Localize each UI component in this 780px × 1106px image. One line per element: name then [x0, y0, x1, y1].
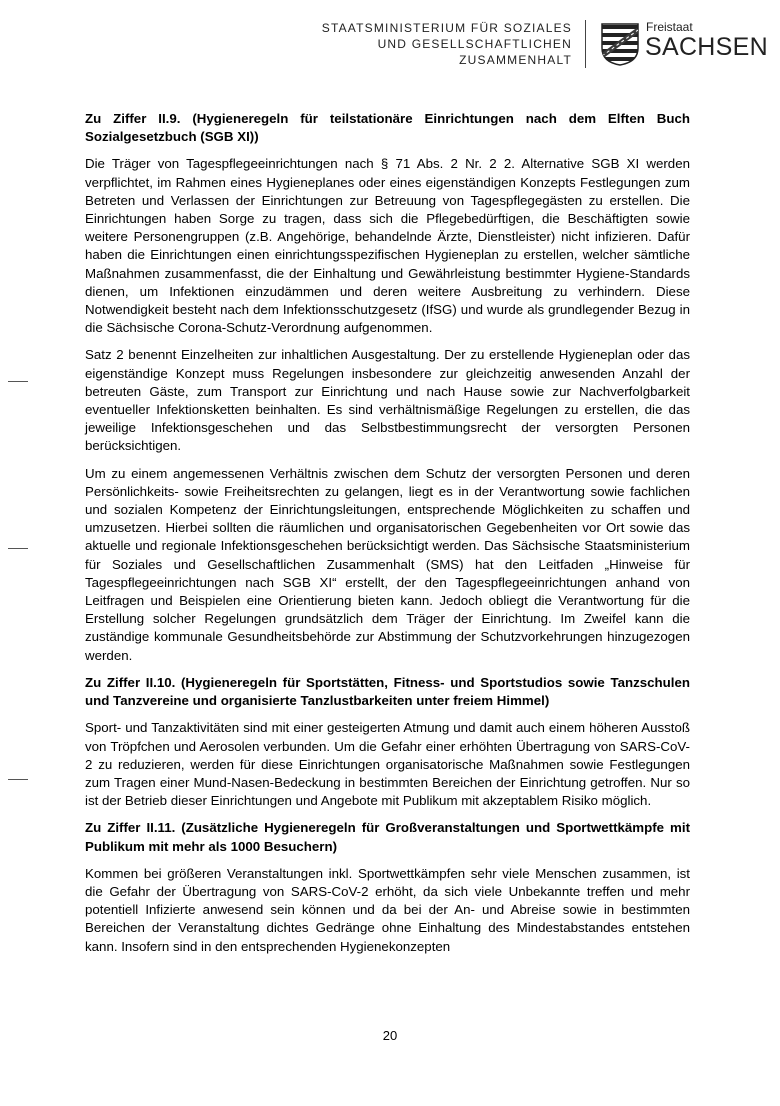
- header-divider: [585, 20, 586, 68]
- paragraph: Satz 2 benennt Einzelheiten zur inhaltlichen Ausgestaltung. Der zu erstellende Hygieneplan oder das eigenständige Konzept muss Regelungen insbesondere zur gleichzeitig anwesenden Anzahl der betreuten Gäste, zum Transport zur Einrichtung und nach Hause sowie zur Nachverfolgbarkeit eventueller Infektionsketten beinhalten. Es sind verhältnismäßige Regelungen zu erstellen, die das jeweilige Infektionsgeschehen und das Selbstbestimmungsrecht der versorgten Personen berücksichtigen.: [85, 347, 690, 454]
- section-heading: Zu Ziffer II.9. (Hygieneregeln für teilstationäre Einrichtungen nach dem Elften Buch Sozialgesetzbuch (SGB XI)): [85, 111, 690, 145]
- freistaat-label: Freistaat: [646, 20, 693, 34]
- margin-mark: [8, 381, 28, 382]
- paragraph: Um zu einem angemessenen Verhältnis zwischen dem Schutz der versorgten Personen und deren Persönlichkeits- sowie Freiheitsrechten zu gelangen, liegt es in der Verantwortung sowie fachlichen und sozialen Kompetenz der Einrichtungsleitungen, entsprechende Möglichkeiten zu schaffen und umzusetzen. Hierbei sollten die räumlichen und organisatorischen Gegebenheiten vor Ort sowie das aktuelle und regionale Infektionsgeschehen berücksichtigt werden. Das Sächsische Staatsministerium für Soziales und Gesellschaftlichen Zusammenhalt (SMS) hat den Leitfaden „Hinweise für Tagespflegeeinrichtungen nach SGB XI“ erstellt, der den Tagespflegeeinrichtungen anhand von Leitfragen und Beispielen eine Orientierung bieten kann. Jedoch obliegt die Verantwortung für die Erstellung solcher Regelungen grundsätzlich dem Träger der Einrichtung. Im Zweifel kann die zuständige kommunale Gesundheitsbehörde zur Abstimmung der Schutzvorkehrungen hinzugezogen werden.: [85, 465, 690, 663]
- document-body: [85, 110, 690, 965]
- margin-mark: [8, 779, 28, 780]
- ministry-line: ZUSAMMENHALT: [459, 53, 572, 67]
- paragraph: Sport- und Tanzaktivitäten sind mit einer gesteigerten Atmung und damit auch einem höheren Ausstoß von Tröpfchen und Aerosolen verbunden. Um die Gefahr einer erhöhten Übertragung von SARS-CoV-2 zu reduzieren, werden für diese Einrichtungen organisatorische Maßnahmen sowie Festlegungen zum Tragen einer Mund-Nasen-Bedeckung in bestimmten Bereichen der Einrichtung getroffen. Nur so ist der Betrieb dieser Einrichtungen und Angebote mit Publikum mit akzeptablem Risiko möglich.: [85, 720, 690, 809]
- margin-mark: [8, 548, 28, 549]
- paragraph: Kommen bei größeren Veranstaltungen inkl. Sportwettkämpfen sehr viele Menschen zusammen, ist die Gefahr der Übertragung von SARS-CoV-2 erhöht, da sich viele Unbekannte treffen und mehr potentiell Infizierte anwesend sein können und da bei der An- und Abreise sowie in bestimmten Bereichen der Veranstaltung dichtes Gedränge ohne Einhaltung des Mindestabstandes entstehen kann. Insofern sind in den entsprechenden Hygienekonzepten: [85, 865, 690, 954]
- paragraph: Die Träger von Tagespflegeeinrichtungen nach § 71 Abs. 2 Nr. 2 2. Alternative SGB XI werden verpflichtet, im Rahmen eines Hygieneplanes oder eines eigenständigen Konzepts Festlegungen zum Betreten und Verlassen der Einrichtungen zur Betreuung von Tagespflegegästen zu erstellen. Die Einrichtungen haben Sorge zu tragen, dass sich die Pflegebedürftigen, die Beschäftigten sowie weitere Personengruppen (z.B. Angehörige, behandelnde Ärzte, Dienstleister) nicht infizieren. Dafür haben die Einrichtungen einen einrichtungsspezifischen Hygieneplan zu erstellen, welcher sämtliche Maßnahmen zusammenfasst, die der Einhaltung und Gewährleistung bestimmter Hygiene-Standards dienen, um Infektionen einzudämmen und deren weitere Ausbreitung zu verhindern. Diese Notwendigkeit besteht nach dem Infektionsschutzgesetz (IfSG) und wurde als grundlegender Bezug in die Sächsische Corona-Schutz-Verordnung aufgenommen.: [85, 156, 690, 336]
- page-number: 20: [382, 1028, 398, 1043]
- section-heading: Zu Ziffer II.10. (Hygieneregeln für Sportstätten, Fitness- und Sportstudios sowie Tanzschulen und Tanzvereine und organisierte Tanzlustbarkeiten unter freiem Himmel): [85, 674, 690, 709]
- sachsen-label: SACHSEN: [645, 33, 768, 61]
- ministry-line: STAATSMINISTERIUM FÜR SOZIALES: [321, 21, 572, 35]
- ministry-line: UND GESELLSCHAFTLICHEN: [377, 37, 572, 51]
- saxony-coat-of-arms-icon: [600, 22, 640, 66]
- page-header: [0, 18, 780, 78]
- section-heading: Zu Ziffer II.11. (Zusätzliche Hygieneregeln für Großveranstaltungen und Sportwettkämpfe mit Publikum mit mehr als 1000 Besuchern): [85, 820, 690, 854]
- ministry-name: [322, 20, 572, 68]
